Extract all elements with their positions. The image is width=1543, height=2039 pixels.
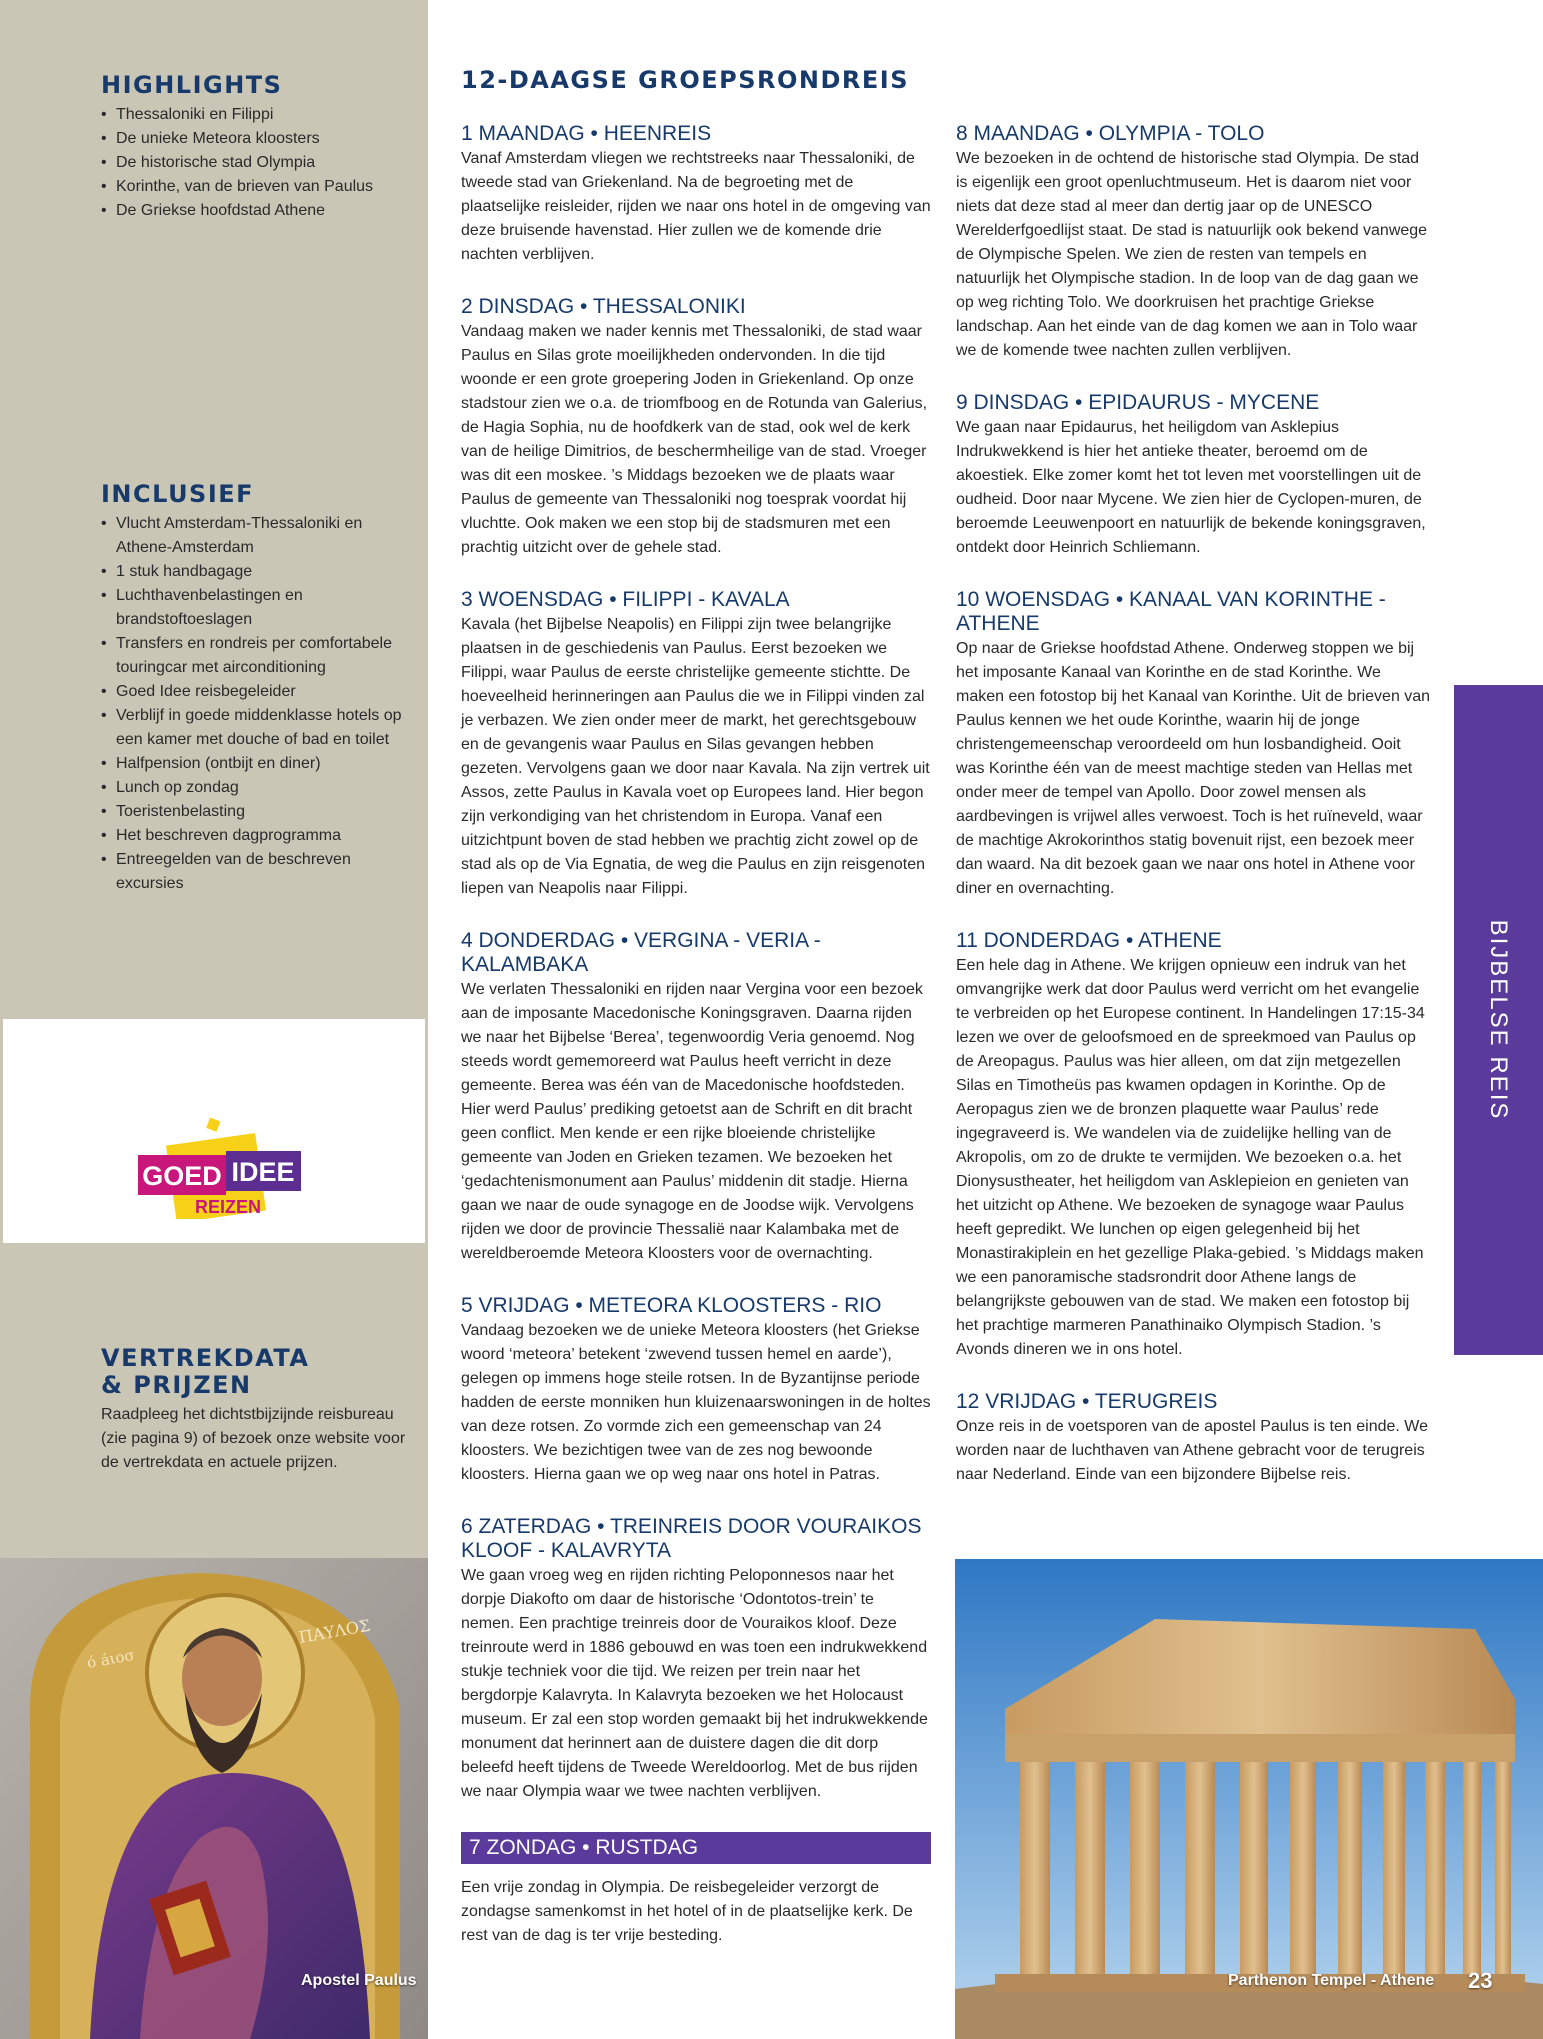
inclusief-list (101, 512, 411, 896)
day-heading: 4 DONDERDAG • VERGINA - VERIA - KALAMBAKA (461, 929, 821, 976)
logo-word-reizen: REIZEN (194, 1197, 262, 1217)
day-10 (956, 588, 1431, 901)
list-item: • De unieke Meteora kloosters (101, 127, 411, 151)
day-heading: 12 VRIJDAG • TERUGREIS (956, 1390, 1218, 1413)
inclusief-section (101, 481, 411, 896)
parthenon-image (955, 1559, 1543, 2039)
day-heading: 8 MAANDAG • OLYMPIA - TOLO (956, 122, 1265, 145)
day-text: We bezoeken in de ochtend de historische stad Olympia. De stad is eigenlijk een groot openluchtmuseum. Het is daarom niet voor niets dat deze stad al meer dan dertig jaar op de UNESCO Werelderfgoedlijst staat. De stad is natuurlijk ook bekend vanwege de Olympische Spelen. We zien de resten van tempels en natuurlijk het Olympische stadion. In de loop van de dag gaan we op weg richting Tolo. We doorkruisen het prachtige Griekse landschap. Aan het einde van de dag komen we aan in Tolo waar we de komende twee nachten zullen verblijven. (956, 150, 1428, 359)
vertrek-text: Raadpleeg het dichtstbijzijnde reisbureau (zie pagina 9) of bezoek onze website voor de vertrekdata en actuele prijzen. (101, 1406, 406, 1471)
list-item: • Transfers en rondreis per comfortabele touringcar met airconditioning (101, 632, 411, 680)
day-2 (461, 295, 931, 560)
highlights-section (101, 72, 411, 223)
section-tab (1454, 685, 1543, 1355)
page-number: 23 (1468, 1968, 1493, 1993)
logo-word-idee: IDEE (231, 1157, 295, 1187)
day-8 (956, 122, 1431, 363)
day-text: Onze reis in de voetsporen van de apostel Paulus is ten einde. We worden naar de luchthaven van Athene gebracht voor de terugreis naar Nederland. Einde van een bijzondere Bijbelse reis. (956, 1418, 1428, 1483)
day-text: We gaan vroeg weg en rijden richting Peloponnesos naar het dorpje Diakofto om daar de historische ‘Odontotos-trein’ te nemen. Een prachtige treinreis door de Vouraikos kloof. Deze treinroute werd in 1886 gebouwd en was toen een indrukwekkend stukje techniek voor die tijd. We reizen per trein naar het bergdorpje Kalavryta. In Kalavryta bezoeken we het Holocaust museum. Er zal een stop worden gemaakt bij het indrukwekkende monument dat herinnert aan de duistere dagen die dit dorp beleefd heeft tijdens de Tweede Wereldoorlog. Met de bus rijden we naar Olympia waar we twee nachten verblijven. (461, 1567, 928, 1800)
day-text: Vanaf Amsterdam vliegen we rechtstreeks naar Thessaloniki, de tweede stad van Griekenland. Na de begroeting met de plaatselijke reisleider, rijden we naar ons hotel in de omgeving van deze bruisende havenstad. Hier zullen we de komende drie nachten verblijven. (461, 150, 931, 263)
day-heading: 11 DONDERDAG • ATHENE (956, 929, 1222, 952)
day-heading: 5 VRIJDAG • METEORA KLOOSTERS - RIO (461, 1294, 882, 1317)
day-text: Een vrije zondag in Olympia. De reisbegeleider verzorgt de zondagse samenkomst in het hotel of in de plaatselijke kerk. De rest van de dag is ter vrije besteding. (461, 1879, 913, 1944)
goed-idee-logo (138, 1109, 303, 1219)
list-item: • Luchthavenbelastingen en brandstoftoeslagen (101, 584, 411, 632)
sidebar (0, 0, 428, 1558)
list-item: • Korinthe, van de brieven van Paulus (101, 175, 411, 199)
day-9 (956, 391, 1431, 560)
day-6 (461, 1515, 931, 1804)
day-heading: 7 ZONDAG • RUSTDAG (461, 1832, 931, 1864)
highlights-list (101, 103, 411, 223)
icon-inscription-paulos: ΠΑΥΛΟΣ (297, 1615, 372, 1647)
day-1 (461, 122, 931, 267)
day-text: We verlaten Thessaloniki en rijden naar Vergina voor een bezoek aan de imposante Macedonische Koningsgraven. Daarna rijden we naar het Bijbelse ‘Berea’, tegenwoordig Veria genoemd. Nog steeds wordt gememoreerd wat Paulus heeft verricht in deze gemeente. Berea was één van de Macedonische hoofdsteden. Hier werd Paulus’ prediking getoetst aan de Schrift en dit bracht geen conflict. Men kende er een rijke bloeiende christelijke gemeente van Joden en Grieken tezamen. We bezoeken het ‘gedachtenismonument aan Paulus’ middenin dit stadje. Hierna gaan we naar de oude synagoge en de Joodse wijk. Vervolgens rijden we door de provincie Thessalië naar Kalambaka met de wereldberoemde Meteora Kloosters voor de overnachting. (461, 981, 923, 1262)
day-4 (461, 929, 931, 1266)
day-heading: 10 WOENSDAG • KANAAL VAN KORINTHE - ATHENE (956, 588, 1386, 635)
list-item: • Thessaloniki en Filippi (101, 103, 411, 127)
section-tab-label: BIJBELSE REIS (1485, 919, 1512, 1121)
inclusief-title: INCLUSIEF (101, 480, 255, 508)
day-text: Vandaag maken we nader kennis met Thessaloniki, de stad waar Paulus en Silas grote moeilijkheden ondervonden. In die tijd woonde er een grote groepering Joden in Griekenland. Op onze stadstour zien we o.a. de triomfboog en de Rotunda van Galerius, de Hagia Sophia, nu de hoofdkerk van de stad, ook wel de kerk van de heilige Dimitrios, de beschermheilige van de stad. Vroeger was dit een moskee. ’s Middags bezoeken we de plaats waar Paulus de gemeente van Thessaloniki nog toesprak voordat hij vluchtte. Ook maken we een stop bij de stadsmuren met een prachtig uitzicht over de gehele stad. (461, 323, 928, 556)
list-item: • Verblijf in goede middenklasse hotels op een kamer met douche of bad en toilet (101, 704, 411, 752)
day-text: Vandaag bezoeken we de unieke Meteora kloosters (het Griekse woord ‘meteora’ betekent ‘zwevend tussen hemel en aarde’), gelegen op immens hoge steile rotsen. In de Byzantijnse periode hadden de eerste monniken hun kluizenaarswoningen in de holtes van deze rotsen. Zo vormde zich een gemeenschap van 24 kloosters. We bezichtigen twee van de zes nog bewoonde kloosters. Hierna gaan we op weg naar ons hotel in Patras. (461, 1322, 931, 1483)
day-7 (461, 1832, 931, 1948)
list-item: • Goed Idee reisbegeleider (101, 680, 411, 704)
day-heading: 1 MAANDAG • HEENREIS (461, 122, 712, 145)
day-heading: 2 DINSDAG • THESSALONIKI (461, 295, 746, 318)
list-item: • Het beschreven dagprogramma (101, 824, 411, 848)
day-text: Op naar de Griekse hoofdstad Athene. Onderweg stoppen we bij het imposante Kanaal van Korinthe en de stad Korinthe. We maken een fotostop bij het Kanaal van Korinthe. Uit de brieven van Paulus kennen we het oude Korinthe, waarin hij de jonge christengemeenschap veroordeeld om hun losbandigheid. Ooit was Korinthe één van de meest machtige steden van Hellas met onder meer de tempel van Apollo. Door zowel mensen als aardbevingen is vrijwel alles verwoest. Toch is het ruïneveld, waar de machtige Akrokorinthos statig bovenuit rijst, een bezoek meer dan waard. Na dit bezoek gaan we naar ons hotel in Athene voor diner en overnachting. (956, 640, 1431, 897)
day-text: Een hele dag in Athene. We krijgen opnieuw een indruk van het omvangrijke werk dat door Paulus werd verricht om het evangelie te verbreiden op het Europese continent. In Handelingen 17:15-34 lezen we over de geloofsmoed en de spreekmoed van Paulus op de Areopagus. Paulus was hier alleen, om dat zijn metgezellen Silas en Timotheüs pas kwamen opdagen in Korinthe. Op de Aeropagus zien we de bronzen plaquette waar Paulus’ rede ingegraveerd is. We wandelen via de zuidelijke helling van de Akropolis, om zo de drukte te vermijden. We bezoeken o.a. het Dionysustheater, het heiligdom van Asklepieion en genieten van het uitzicht op Athene. We bezoeken de synagoge waar Paulus heeft gepredikt. We lunchen op eigen gelegenheid bij het Monastirakiplein en het gezellige Plaka-gebied. ’s Middags maken we een panoramische stadsrondrit door Athene langs de belangrijkste gebouwen van de stad. We maken een fotostop bij het prachtige marmeren Panathinaiko Olympisch Stadion. ’s Avonds dineren we in ons hotel. (956, 957, 1425, 1358)
day-3 (461, 588, 931, 901)
image-caption-left: Apostel Paulus (301, 1972, 417, 1989)
day-heading: 6 ZATERDAG • TREINREIS DOOR VOURAIKOS KLOOF - KALAVRYTA (461, 1515, 922, 1562)
vertrek-section (101, 1345, 411, 1475)
list-item: • De Griekse hoofdstad Athene (101, 199, 411, 223)
apostel-paulus-image (0, 1558, 428, 2039)
logo-box (3, 1019, 425, 1243)
itinerary-column-1 (461, 122, 931, 1976)
list-item: • De historische stad Olympia (101, 151, 411, 175)
logo-word-goed: GOED (142, 1161, 222, 1191)
vertrek-title: VERTREKDATA & PRIJZEN (101, 1344, 310, 1399)
itinerary-column-2 (956, 122, 1431, 1515)
list-item: • Entreegelden van de beschreven excursies (101, 848, 411, 896)
list-item: • Lunch op zondag (101, 776, 411, 800)
list-item: • Toeristenbelasting (101, 800, 411, 824)
list-item: • 1 stuk handbagage (101, 560, 411, 584)
day-text: Kavala (het Bijbelse Neapolis) en Filippi zijn twee belangrijke plaatsen in de geschiedenis van Paulus. Eerst bezoeken we Filippi, waar Paulus de eerste christelijke gemeente stichtte. De hoeveelheid herinneringen aan Paulus die we in Filippi vinden zal je verbazen. We zien onder meer de markt, het gerechtsgebouw en de gevangenis waar Paulus en Silas gevangen hebben gezeten. Vervolgens gaan we door naar Kavala. Na zijn vertrek uit Assos, zette Paulus in Kavala voet op Europees land. Hier begon zijn verkondiging van het christendom in Europa. Vanaf een uitzichtpunt boven de stad hebben we prachtig zicht zowel op de stad als op de Via Egnatia, de weg die Paulus en zijn reisgenoten liepen van Neapolis naar Filippi. (461, 616, 930, 897)
day-12 (956, 1390, 1431, 1487)
day-heading: 9 DINSDAG • EPIDAURUS - MYCENE (956, 391, 1320, 414)
day-heading: 3 WOENSDAG • FILIPPI - KAVALA (461, 588, 790, 611)
image-caption-right: Parthenon Tempel - Athene (1228, 1972, 1435, 1989)
day-11 (956, 929, 1431, 1362)
highlights-title: HIGHLIGHTS (101, 71, 283, 99)
list-item: • Halfpension (ontbijt en diner) (101, 752, 411, 776)
icon-inscription-agios: ó áιοσ (85, 1645, 136, 1672)
day-text: We gaan naar Epidaurus, het heiligdom van Asklepius Indrukwekkend is hier het antieke theater, beroemd om de akoestiek. Elke zomer komt het tot leven met voorstellingen uit de oudheid. Door naar Mycene. We zien hier de Cyclopen-muren, de beroemde Leeuwenpoort en natuurlijk de bekende koningsgraven, ontdekt door Heinrich Schliemann. (956, 419, 1426, 556)
list-item: • Vlucht Amsterdam-Thessaloniki en Athene-Amsterdam (101, 512, 411, 560)
page-title: 12-DAAGSE GROEPSRONDREIS (461, 66, 909, 94)
day-5 (461, 1294, 931, 1487)
